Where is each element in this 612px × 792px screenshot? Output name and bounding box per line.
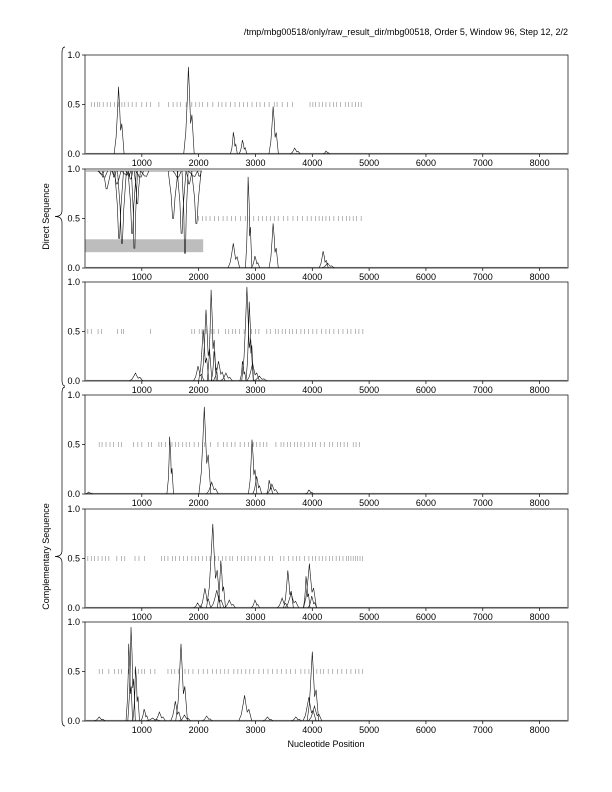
y-tick-label: 0.5 <box>67 666 80 677</box>
peak <box>269 223 278 268</box>
y-tick-label: 1.0 <box>67 390 80 400</box>
y-tick-label: 1.0 <box>67 164 80 174</box>
x-tick-label: 3000 <box>245 612 266 622</box>
group-brace <box>55 387 65 726</box>
x-tick-label: 8000 <box>529 725 550 735</box>
x-tick-label: 6000 <box>415 158 436 168</box>
x-tick-label: 4000 <box>302 498 323 508</box>
panel-direct-frame-3 <box>67 277 568 395</box>
x-tick-label: 2000 <box>188 385 209 395</box>
panel-frame <box>85 55 568 154</box>
x-tick-label: 6000 <box>415 272 436 282</box>
peak <box>220 373 232 381</box>
x-tick-label: 6000 <box>415 725 436 735</box>
y-tick-label: 1.0 <box>67 277 80 287</box>
dip <box>136 171 144 177</box>
x-tick-label: 8000 <box>529 612 550 622</box>
peak <box>133 667 140 722</box>
x-tick-label: 6000 <box>415 385 436 395</box>
peak <box>176 644 188 721</box>
peak <box>211 351 218 381</box>
x-tick-label: 5000 <box>359 158 380 168</box>
y-tick-label: 0.5 <box>67 213 80 224</box>
x-tick-label: 2000 <box>188 158 209 168</box>
peak <box>267 480 273 494</box>
panel-frame <box>85 509 568 608</box>
y-tick-label: 0.0 <box>67 263 80 273</box>
dip <box>118 171 127 243</box>
x-tick-label: 4000 <box>302 725 323 735</box>
x-tick-label: 5000 <box>359 612 380 622</box>
x-tick-label: 2000 <box>188 498 209 508</box>
y-tick-label: 1.0 <box>67 504 80 514</box>
x-tick-label: 2000 <box>188 272 209 282</box>
peak <box>207 290 216 381</box>
panels-container <box>67 50 568 735</box>
x-tick-label: 8000 <box>529 272 550 282</box>
peak <box>251 600 260 608</box>
peak <box>224 600 235 608</box>
dip <box>186 171 192 184</box>
peak <box>319 251 328 268</box>
peak <box>251 256 260 268</box>
x-tick-label: 1000 <box>131 612 152 622</box>
x-tick-label: 3000 <box>245 272 266 282</box>
x-tick-label: 4000 <box>302 385 323 395</box>
x-tick-label: 8000 <box>529 385 550 395</box>
x-tick-label: 7000 <box>472 725 493 735</box>
x-axis-label: Nucleotide Position <box>287 739 365 749</box>
x-tick-label: 7000 <box>472 158 493 168</box>
x-tick-label: 5000 <box>359 272 380 282</box>
peak <box>323 151 330 154</box>
y-tick-label: 0.0 <box>67 716 80 726</box>
peak <box>129 373 143 381</box>
peak <box>230 132 237 154</box>
x-tick-label: 4000 <box>302 272 323 282</box>
panel-complementary-frame-3 <box>67 617 568 735</box>
y-tick-label: 1.0 <box>67 50 80 60</box>
y-tick-label: 0.5 <box>67 553 80 564</box>
panel-direct-frame-1 <box>67 50 568 168</box>
x-tick-label: 1000 <box>131 272 152 282</box>
x-tick-label: 2000 <box>188 725 209 735</box>
panel-complementary-frame-1 <box>67 390 568 508</box>
y-tick-label: 0.0 <box>67 489 80 499</box>
x-tick-label: 5000 <box>359 725 380 735</box>
panel-frame <box>85 282 568 381</box>
y-tick-label: 0.5 <box>67 326 80 337</box>
dip <box>113 171 121 184</box>
chart-title: /tmp/mbg00518/only/raw_result_dir/mbg00518, Order 5, Window 96, Step 12, 2/2 <box>243 27 568 37</box>
panel-frame <box>85 622 568 721</box>
peak <box>146 718 160 721</box>
peak <box>239 695 252 721</box>
x-tick-label: 3000 <box>245 385 266 395</box>
peak <box>245 177 252 268</box>
x-tick-label: 7000 <box>472 612 493 622</box>
peak <box>206 482 218 494</box>
group-label: Complementary Sequence <box>41 503 51 610</box>
group-labels <box>41 47 65 726</box>
peak <box>228 243 240 268</box>
panel-complementary-frame-2 <box>67 504 568 622</box>
peak <box>253 476 262 494</box>
group-brace <box>55 47 65 386</box>
dip <box>168 171 178 219</box>
peak <box>199 407 211 494</box>
panel-frame <box>85 169 568 268</box>
peak <box>184 67 195 154</box>
x-tick-label: 7000 <box>472 385 493 395</box>
x-tick-label: 3000 <box>245 158 266 168</box>
x-tick-label: 8000 <box>529 158 550 168</box>
x-tick-label: 2000 <box>188 612 209 622</box>
peak <box>167 437 174 494</box>
peak <box>248 440 257 494</box>
peak <box>239 140 247 154</box>
x-tick-label: 4000 <box>302 158 323 168</box>
y-tick-label: 0.5 <box>67 439 80 450</box>
y-tick-label: 1.0 <box>67 617 80 627</box>
x-tick-label: 3000 <box>245 725 266 735</box>
x-tick-label: 1000 <box>131 158 152 168</box>
peak <box>141 709 149 721</box>
peak <box>269 107 279 155</box>
x-tick-label: 1000 <box>131 385 152 395</box>
x-tick-label: 6000 <box>415 612 436 622</box>
panel-direct-frame-2 <box>67 164 568 282</box>
x-tick-label: 5000 <box>359 385 380 395</box>
x-tick-label: 7000 <box>472 498 493 508</box>
x-tick-label: 8000 <box>529 498 550 508</box>
y-tick-label: 0.0 <box>67 149 80 159</box>
x-tick-label: 3000 <box>245 498 266 508</box>
y-tick-label: 0.5 <box>67 99 80 110</box>
peak <box>126 644 133 721</box>
y-tick-label: 0.0 <box>67 603 80 613</box>
y-tick-label: 0.0 <box>67 376 80 386</box>
x-tick-label: 1000 <box>131 498 152 508</box>
peak <box>207 524 221 608</box>
x-tick-label: 1000 <box>131 725 152 735</box>
dip <box>131 171 137 248</box>
peak <box>155 712 166 721</box>
x-tick-label: 7000 <box>472 272 493 282</box>
peak <box>114 87 124 154</box>
x-tick-label: 5000 <box>359 498 380 508</box>
x-tick-label: 4000 <box>302 612 323 622</box>
group-label: Direct Sequence <box>41 183 51 250</box>
dip <box>177 171 186 233</box>
peak <box>277 598 288 608</box>
x-tick-label: 6000 <box>415 498 436 508</box>
dip <box>188 171 197 177</box>
panel-frame <box>85 395 568 494</box>
dip <box>192 171 202 223</box>
peak <box>200 588 211 608</box>
